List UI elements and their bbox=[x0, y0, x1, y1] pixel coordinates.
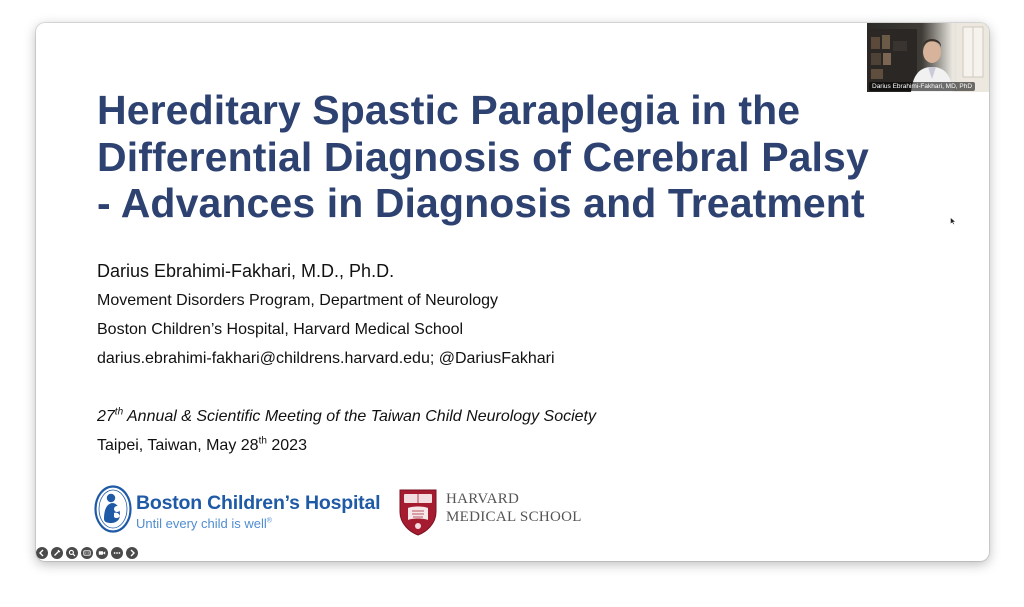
camera-button[interactable] bbox=[96, 547, 108, 559]
affiliation-program: Movement Disorders Program, Department of Neurology bbox=[97, 292, 499, 309]
bch-emblem-icon bbox=[94, 485, 132, 533]
meeting-ordinal-number: 27 bbox=[97, 408, 115, 425]
harvard-shield-icon bbox=[398, 488, 438, 536]
title-line: - Advances in Diagnosis and Treatment bbox=[97, 180, 865, 226]
boston-childrens-hospital-logo bbox=[94, 485, 381, 535]
bch-name: Boston Children’s Hospital bbox=[136, 492, 381, 514]
bch-tagline-text: Until every child is well bbox=[136, 516, 267, 531]
affiliation-institution: Boston Children’s Hospital, Harvard Medical School bbox=[97, 321, 464, 338]
participant-name-label: Darius Ebrahimi-Fakhari, MD, PhD bbox=[869, 82, 975, 91]
captions-icon bbox=[83, 549, 91, 557]
magnifier-icon bbox=[68, 549, 76, 557]
more-options-button[interactable] bbox=[111, 547, 123, 559]
meeting-ordinal-suffix: th bbox=[114, 406, 124, 418]
pencil-icon bbox=[53, 549, 61, 557]
captions-button[interactable] bbox=[81, 547, 93, 559]
contact-info: darius.ebrahimi-fakhari@childrens.harvard.edu; @DariusFakhari bbox=[97, 350, 555, 367]
harvard-medical-school-logo bbox=[398, 488, 588, 538]
arrow-left-icon bbox=[38, 549, 46, 557]
bch-trademark: ® bbox=[266, 517, 272, 525]
title-line: Differential Diagnosis of Cerebral Palsy bbox=[97, 133, 869, 180]
pen-tool-button[interactable] bbox=[51, 547, 63, 559]
meeting-name bbox=[97, 408, 596, 426]
slide-title bbox=[97, 87, 947, 227]
zoom-button[interactable] bbox=[66, 547, 78, 559]
more-icon bbox=[113, 549, 121, 557]
date-suffix: th bbox=[258, 435, 267, 447]
hms-line-harvard: HARVARD bbox=[446, 491, 520, 507]
slideshow-toolbar bbox=[36, 546, 138, 560]
participant-video-thumbnail[interactable] bbox=[867, 23, 989, 92]
meeting-title: Annual & Scientific Meeting of the Taiwan Child Neurology Society bbox=[123, 408, 596, 425]
next-slide-button[interactable] bbox=[126, 547, 138, 559]
author-name: Darius Ebrahimi-Fakhari, M.D., Ph.D. bbox=[97, 261, 395, 281]
year: 2023 bbox=[266, 437, 307, 454]
title-line: Hereditary Spastic Paraplegia in the bbox=[97, 87, 801, 133]
location-prefix: Taipei, Taiwan, May 28 bbox=[97, 437, 259, 454]
presentation-window bbox=[36, 23, 989, 561]
mouse-cursor-icon bbox=[950, 217, 956, 225]
meeting-location-date bbox=[97, 437, 307, 455]
arrow-right-icon bbox=[128, 549, 136, 557]
video-off-icon bbox=[98, 549, 106, 557]
bch-tagline bbox=[136, 516, 272, 531]
hms-line-medical-school: MEDICAL SCHOOL bbox=[446, 509, 582, 525]
previous-slide-button[interactable] bbox=[36, 547, 48, 559]
